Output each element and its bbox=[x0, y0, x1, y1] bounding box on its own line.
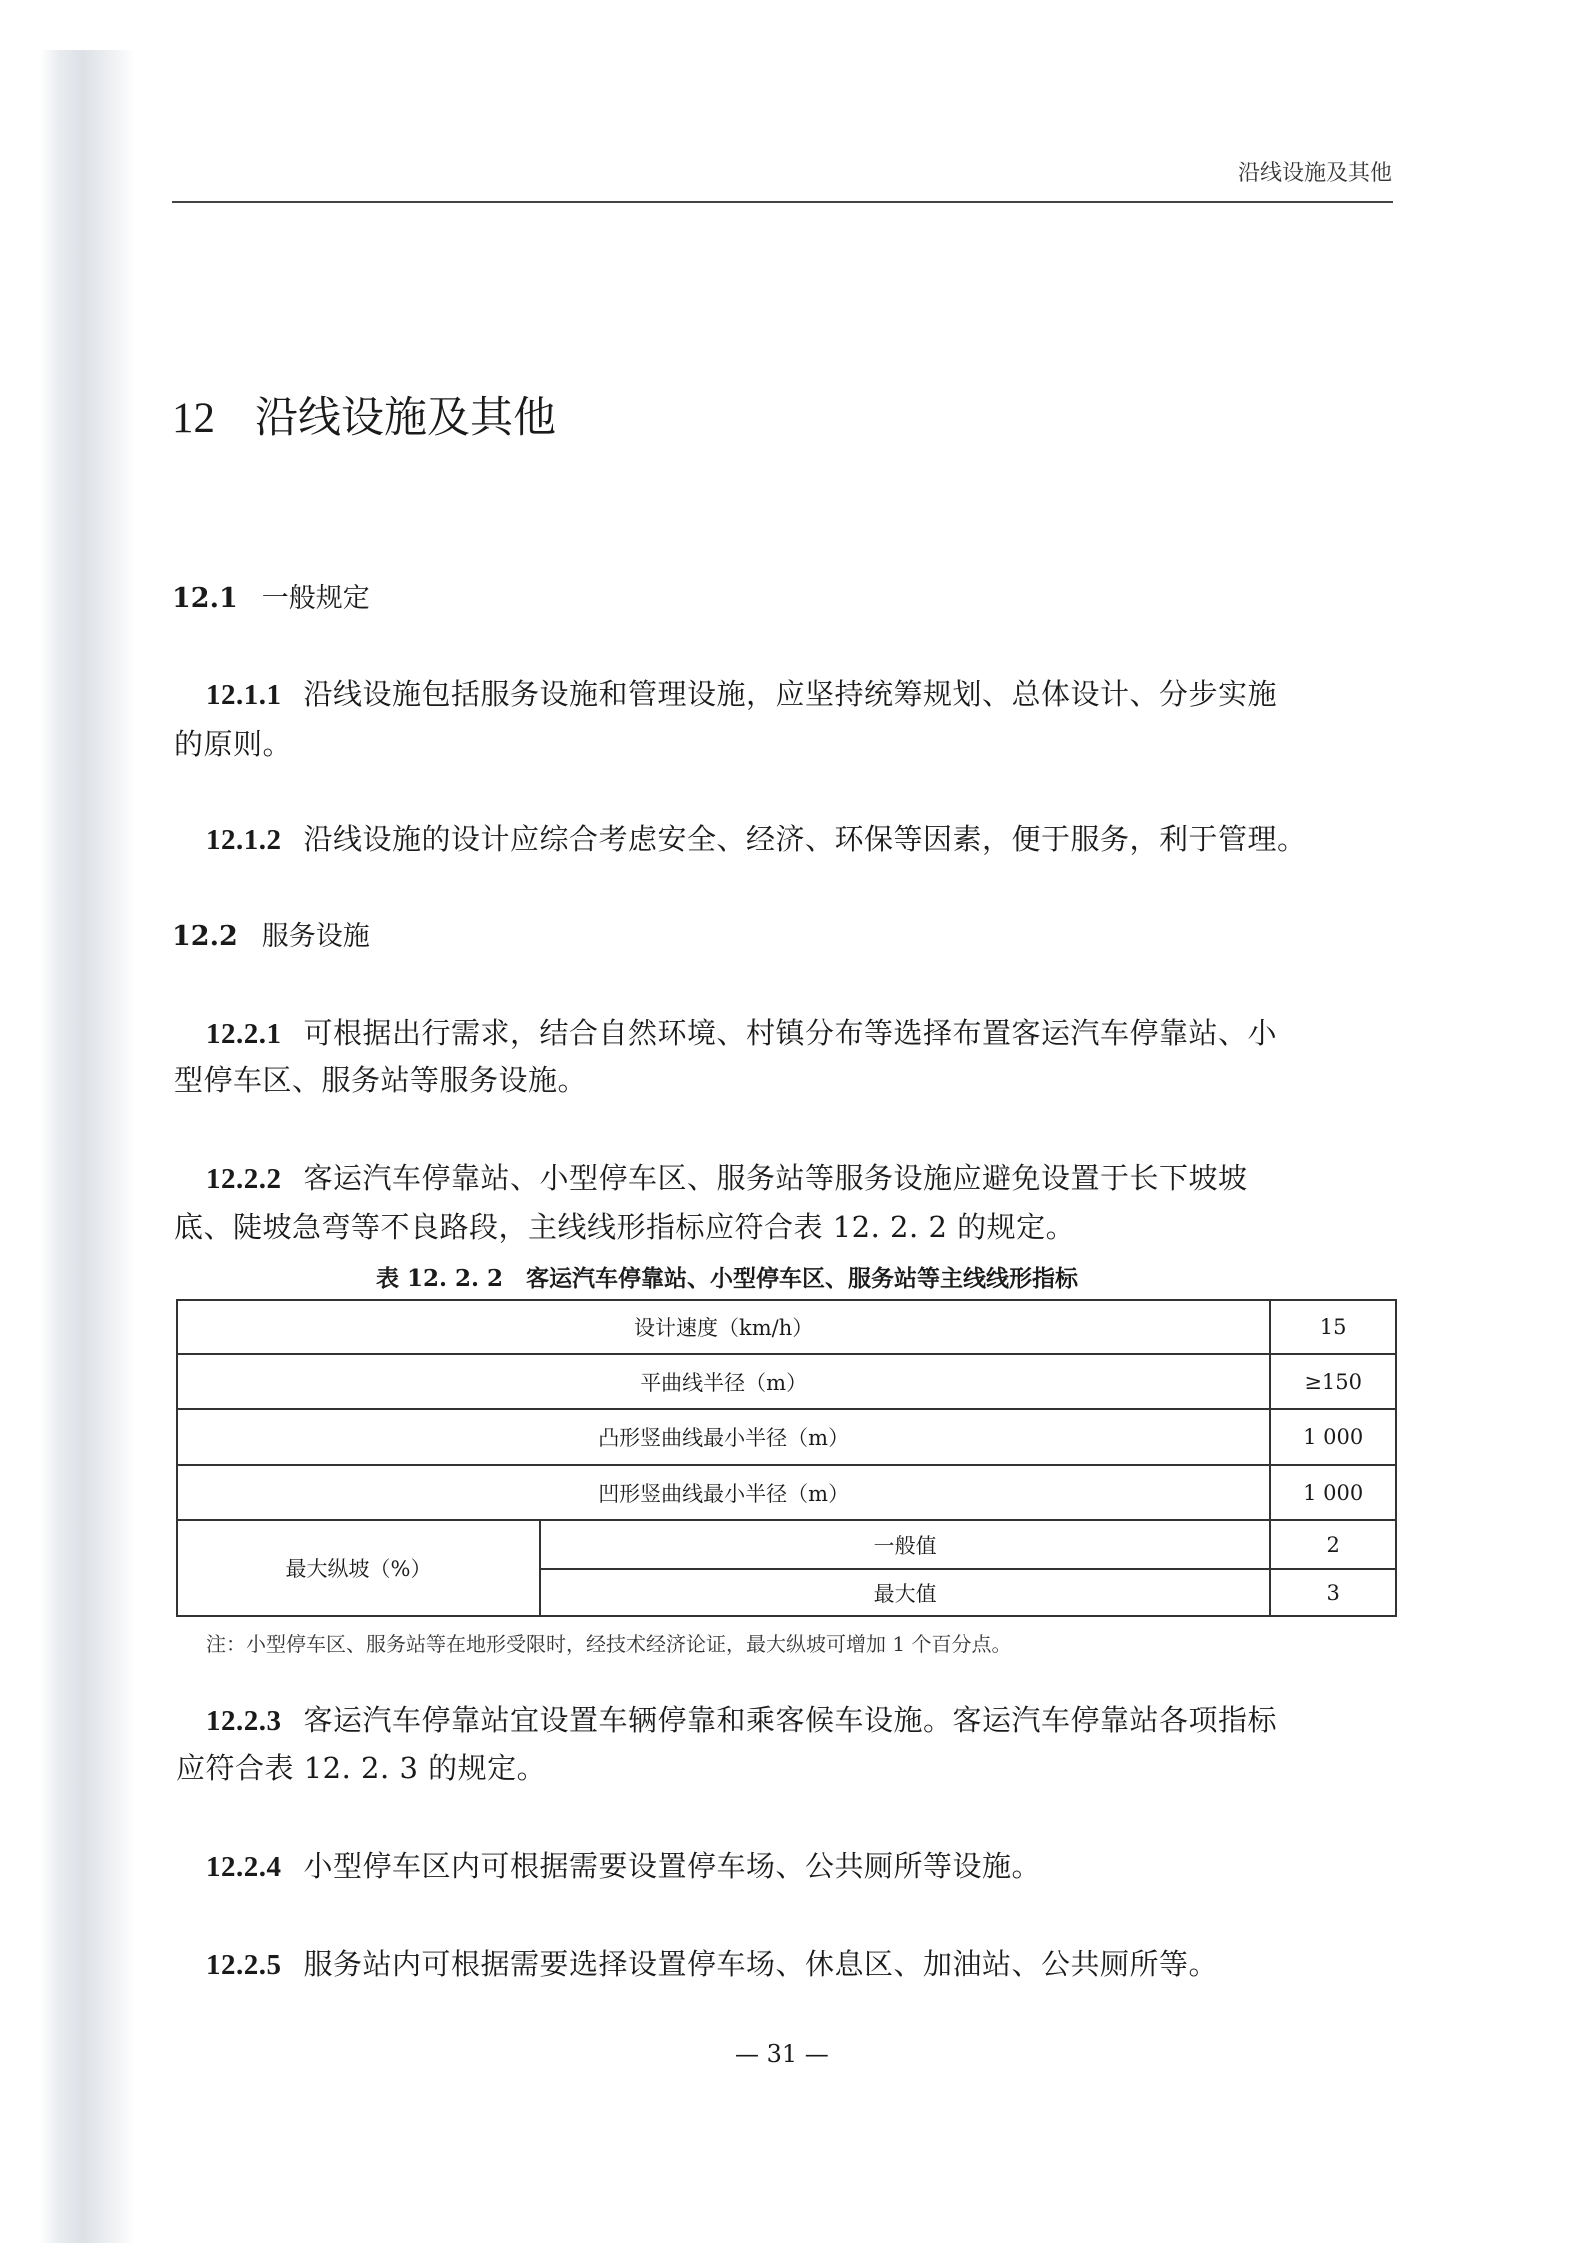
section-heading bbox=[172, 914, 370, 953]
section-title: 一般规定 bbox=[261, 583, 370, 614]
row-value: ≥150 bbox=[1270, 1354, 1396, 1409]
row-label: 设计速度（km/h） bbox=[177, 1300, 1270, 1354]
clause-12-2-4 bbox=[206, 1844, 1041, 1885]
clause-12-2-2-cont: 底、陡坡急弯等不良路段，主线线形指标应符合表 12. 2. 2 的规定。 bbox=[174, 1210, 1076, 1244]
row-label: 凸形竖曲线最小半径（m） bbox=[177, 1409, 1270, 1465]
table-row bbox=[177, 1409, 1396, 1465]
section-number: 12.2 bbox=[172, 921, 238, 952]
clause-number: 12.1.2 bbox=[206, 824, 282, 856]
clause-12-2-1-cont: 型停车区、服务站等服务设施。 bbox=[174, 1063, 588, 1097]
clause-12-2-5 bbox=[206, 1942, 1218, 1983]
table-caption: 表 12. 2. 2 客运汽车停靠站、小型停车区、服务站等主线线形指标 bbox=[376, 1265, 1079, 1292]
clause-number: 12.1.1 bbox=[206, 679, 282, 711]
clause-text: 沿线设施包括服务设施和管理设施，应坚持统筹规划、总体设计、分步实施 bbox=[303, 677, 1278, 711]
clause-12-2-3 bbox=[206, 1698, 1277, 1739]
clause-number: 12.2.1 bbox=[206, 1018, 282, 1050]
clause-text: 客运汽车停靠站、小型停车区、服务站等服务设施应避免设置于长下坡坡 bbox=[303, 1161, 1248, 1195]
row-value: 1 000 bbox=[1270, 1409, 1396, 1465]
clause-number: 12.2.2 bbox=[206, 1163, 282, 1195]
clause-12-2-2 bbox=[206, 1156, 1248, 1197]
clause-text: 小型停车区内可根据需要设置停车场、公共厕所等设施。 bbox=[303, 1849, 1042, 1883]
section-title: 服务设施 bbox=[261, 921, 370, 952]
row-label: 最大纵坡（%） bbox=[177, 1520, 540, 1616]
running-header: 沿线设施及其他 bbox=[1237, 161, 1392, 186]
row-label: 凹形竖曲线最小半径（m） bbox=[177, 1465, 1270, 1520]
scan-shadow bbox=[40, 50, 135, 2243]
clause-12-1-1-cont: 的原则。 bbox=[174, 727, 293, 761]
clause-12-1-2 bbox=[206, 817, 1307, 858]
chapter-number: 12 bbox=[172, 395, 215, 442]
chapter-title bbox=[172, 384, 556, 445]
row-value: 2 bbox=[1270, 1520, 1396, 1569]
clause-number: 12.2.4 bbox=[206, 1851, 282, 1883]
section-number: 12.1 bbox=[172, 583, 238, 614]
clause-text: 客运汽车停靠站宜设置车辆停靠和乘客候车设施。客运汽车停靠站各项指标 bbox=[303, 1703, 1278, 1737]
clause-12-2-1 bbox=[206, 1011, 1277, 1052]
sub-label: 一般值 bbox=[540, 1520, 1270, 1569]
clause-12-2-3-cont: 应符合表 12. 2. 3 的规定。 bbox=[176, 1751, 547, 1785]
clause-12-1-1 bbox=[206, 672, 1277, 713]
row-value: 15 bbox=[1270, 1300, 1396, 1354]
alignment-table bbox=[176, 1299, 1397, 1617]
clause-number: 12.2.5 bbox=[206, 1949, 282, 1981]
table-row bbox=[177, 1354, 1396, 1409]
table-row bbox=[177, 1465, 1396, 1520]
row-value: 3 bbox=[1270, 1569, 1396, 1616]
table-row bbox=[177, 1300, 1396, 1354]
row-label: 平曲线半径（m） bbox=[177, 1354, 1270, 1409]
section-heading bbox=[172, 576, 370, 615]
sub-label: 最大值 bbox=[540, 1569, 1270, 1616]
header-rule bbox=[172, 201, 1393, 203]
clause-text: 可根据出行需求，结合自然环境、村镇分布等选择布置客运汽车停靠站、小 bbox=[303, 1016, 1278, 1050]
clause-number: 12.2.3 bbox=[206, 1705, 282, 1737]
table-note: 注：小型停车区、服务站等在地形受限时，经技术经济论证，最大纵坡可增加 1 个百分点。 bbox=[206, 1632, 1012, 1656]
chapter-title-text: 沿线设施及其他 bbox=[255, 395, 556, 442]
table-row bbox=[177, 1520, 1396, 1569]
page-number: — 31 — bbox=[735, 2040, 829, 2068]
clause-text: 沿线设施的设计应综合考虑安全、经济、环保等因素，便于服务，利于管理。 bbox=[303, 822, 1307, 856]
row-value: 1 000 bbox=[1270, 1465, 1396, 1520]
clause-text: 服务站内可根据需要选择设置停车场、休息区、加油站、公共厕所等。 bbox=[303, 1947, 1219, 1981]
